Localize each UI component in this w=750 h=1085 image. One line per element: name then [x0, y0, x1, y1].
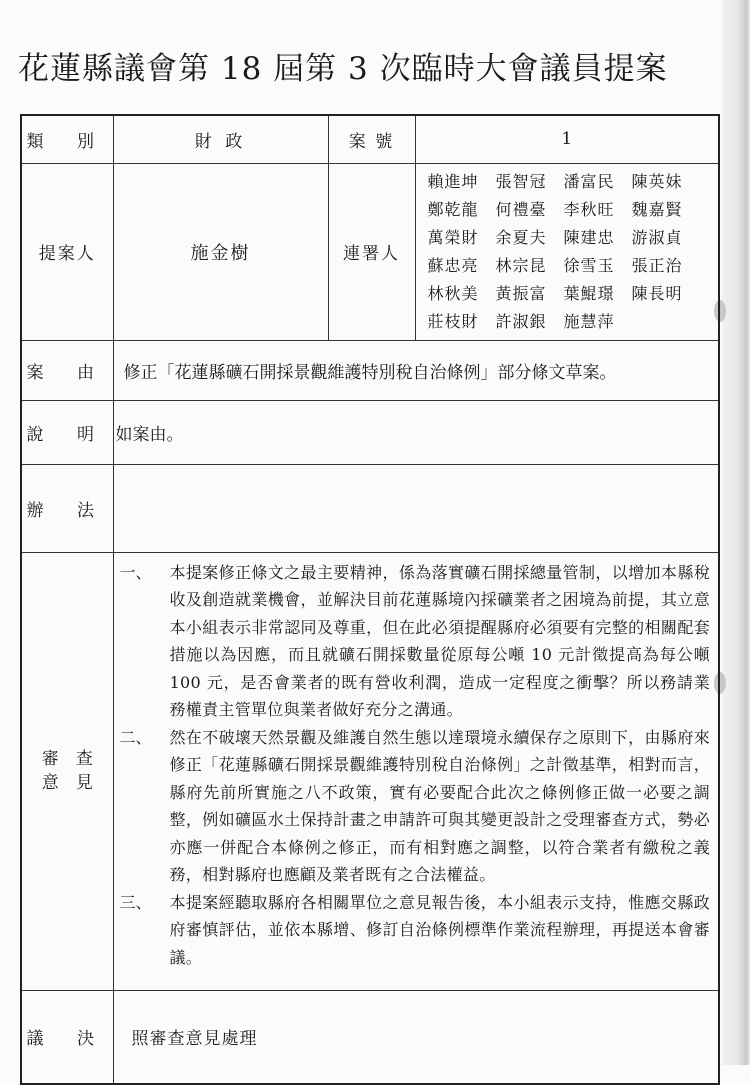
row-proposer: [21, 163, 719, 340]
row-subject: [21, 340, 719, 400]
review-item-number: 二、: [119, 727, 152, 747]
category-label: 類 別: [21, 115, 113, 163]
cosigner-name: 許淑銀: [495, 311, 547, 331]
cosigner-row: [428, 308, 719, 336]
cosigner-name: 徐雪玉: [563, 255, 615, 275]
cosigner-row: [428, 224, 719, 252]
subject-label: 案 由: [21, 340, 113, 400]
cosigner-name: 陳長明: [631, 283, 683, 303]
case-number-value: 1: [415, 115, 719, 163]
cosigners-list: [415, 163, 719, 340]
review-item: [118, 889, 711, 972]
review-opinion-label: [21, 552, 113, 990]
cosigner-name: 魏嘉賢: [631, 199, 683, 219]
explanation-value: 如案由。: [113, 400, 719, 464]
cosigner-name: 潘富民: [563, 171, 615, 191]
review-opinion-content: [113, 552, 719, 990]
category-value: 財 政: [113, 115, 328, 163]
cosigner-name: 陳英妹: [631, 171, 683, 191]
subject-value: 修正「花蓮縣礦石開採景觀維護特別稅自治條例」部分條文草案。: [113, 340, 719, 400]
page-edge-strip: [722, 0, 750, 1065]
cosigner-row: [428, 196, 719, 224]
row-review-opinion: [21, 552, 719, 990]
case-number-label: 案 號: [328, 115, 415, 163]
row-explanation: [21, 400, 719, 464]
cosigner-name: 陳建忠: [563, 227, 615, 247]
review-item-number: 三、: [119, 892, 152, 912]
cosigner-name: 蘇忠亮: [427, 255, 479, 275]
explanation-label: 說 明: [21, 400, 113, 464]
cosigner-name: 賴進坤: [427, 171, 479, 191]
resolution-value: 照審查意見處理: [113, 990, 719, 1084]
review-label-char: 意: [41, 773, 59, 793]
cosigner-name: 李秋旺: [563, 199, 615, 219]
cosigner-name: 何禮臺: [495, 199, 547, 219]
review-item-number: 一、: [119, 562, 152, 582]
cosigner-name: 葉鯤璟: [563, 283, 615, 303]
cosigner-name: 萬榮財: [427, 227, 479, 247]
row-resolution: [21, 990, 719, 1084]
review-label-char: 見: [75, 773, 93, 793]
review-label-char: 查: [75, 749, 93, 769]
row-method: [21, 464, 719, 552]
cosigner-name: 張正治: [631, 255, 683, 275]
cosigner-name: 施慧萍: [563, 311, 615, 331]
review-item: [118, 724, 711, 889]
cosigner-row: [428, 252, 719, 280]
cosigner-row: [428, 280, 719, 308]
document-title: 花蓮縣議會第 18 屆第 3 次臨時大會議員提案: [18, 50, 668, 87]
cosigner-name: 莊枝財: [427, 311, 479, 331]
method-value: [113, 464, 719, 552]
proposer-value: 施金樹: [113, 163, 328, 340]
review-item-text: 本提案經聽取縣府各相關單位之意見報告後，本小組表示支持，惟應交縣政府審慎評估，並依本縣增、修訂自治條例標準作業流程辦理，再提送本會審議。: [169, 892, 710, 967]
cosigner-name: 鄭乾龍: [427, 199, 479, 219]
cosigner-name: 林秋美: [427, 283, 479, 303]
proposer-label: 提案人: [21, 163, 113, 340]
resolution-label: 議 決: [21, 990, 113, 1084]
row-category: [21, 115, 719, 163]
review-item-text: 本提案修正條文之最主要精神，係為落實礦石開採總量管制，以增加本縣稅收及創造就業機會，並解決目前花蓮縣境內採礦業者之困境為前提，其立意本小組表示非常認同及尊重，但在此必須提醒縣府必須要有完整的相關配套措施以為因應，而且就礦石開採數量從原每公噸 10 元計徵提高為每公噸 100 元，是否會業者的既有營收利潤，造成一定程度之衝擊？所以務請業務權責主管單位與業者做好充分之溝通。: [169, 562, 710, 719]
method-label: 辦 法: [21, 464, 113, 552]
cosigners-label: 連署人: [328, 163, 415, 340]
review-item: [118, 559, 711, 724]
proposal-form-table: [20, 114, 720, 1085]
review-item-text: 然在不破壞天然景觀及維護自然生態以達環境永續保存之原則下，由縣府來修正「花蓮縣礦石開採景觀維護特別稅自治條例」之計徵基準，相對而言，縣府先前所實施之八不政策，實有必要配合此次之條例修正做一必要之調整，例如礦區水土保持計畫之申請許可與其變更設計之受理審查方式，勢必亦應一併配合本條例之修正，而有相對應之調整，以符合業者有繳稅之義務，相對縣府也應顧及業者既有之合法權益。: [169, 727, 710, 884]
cosigner-name: 黃振富: [495, 283, 547, 303]
cosigner-name: 游淑貞: [631, 227, 683, 247]
cosigner-name: 林宗昆: [495, 255, 547, 275]
review-label-char: 審: [41, 749, 59, 769]
cosigner-name: 余夏夫: [495, 227, 547, 247]
cosigner-name: 張智冠: [495, 171, 547, 191]
cosigner-row: [428, 168, 719, 196]
